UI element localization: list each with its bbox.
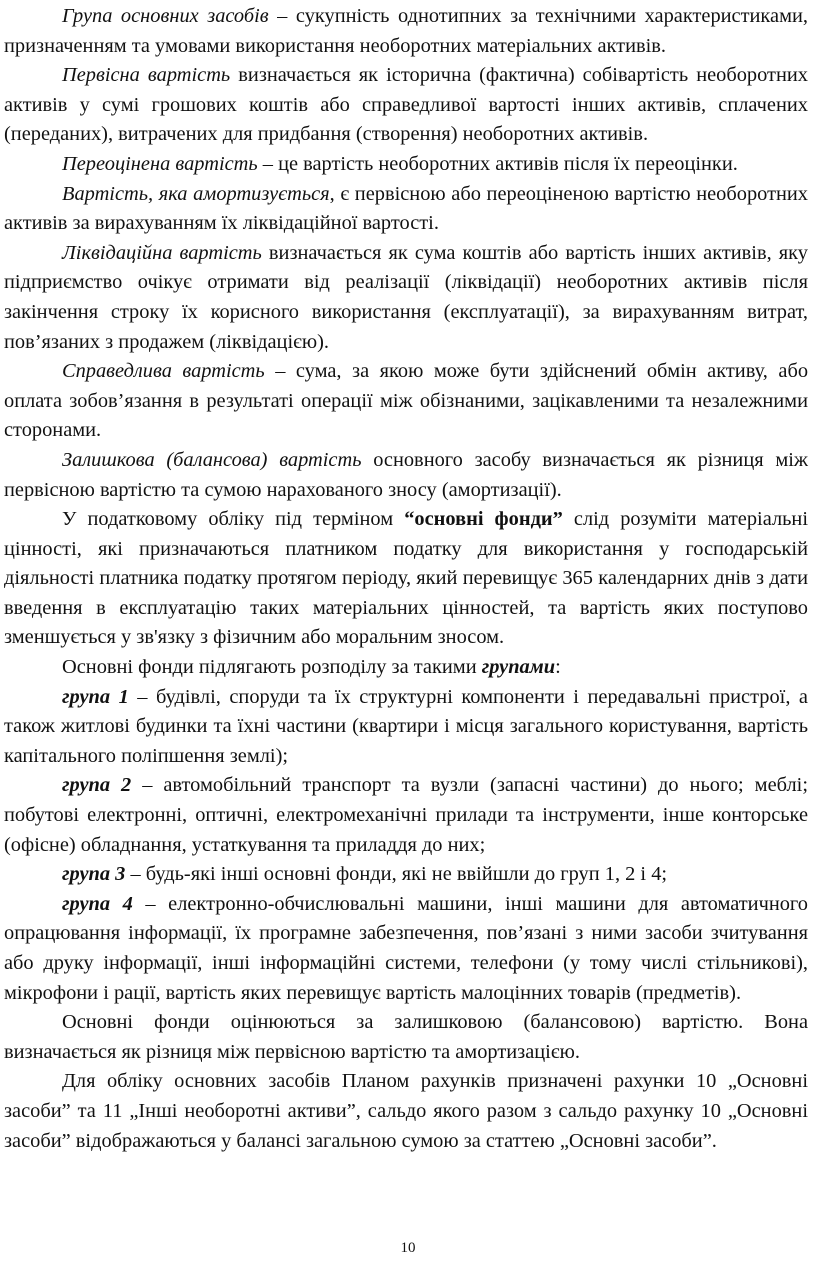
definition-revalued-cost bbox=[4, 150, 808, 180]
definition-text: , є первісною або переоціненою вартістю необоротних активів за вирахуванням їх ліквідаційної вартості. bbox=[4, 182, 808, 235]
definition-text: основного засобу визначається як різниця між первісною вартістю та сумою нарахованого зносу (амортизації). bbox=[4, 448, 808, 501]
group-text: – автомобільний транспорт та вузли (запасні частини) до нього; меблі; побутові електронні, оптичні, електромеханічні прилади та інструменти, інше конторське (офісне) обладнання, устаткування та приладдя до них; bbox=[4, 774, 808, 856]
definition-text: – сума, за якою може бути здійснений обмін активу, або оплата зобов’язання в результаті операції між обізнаними, зацікавленими та незалежними сторонами. bbox=[4, 360, 809, 442]
term: Первісна вартість bbox=[62, 64, 231, 87]
definition-liquidation-value bbox=[4, 239, 808, 357]
definition-fair-value bbox=[4, 357, 808, 446]
group-item bbox=[4, 860, 808, 890]
paragraph-text: Основні фонди підлягають розподілу за такими bbox=[62, 656, 482, 679]
group-item bbox=[4, 890, 808, 1008]
group-text: – будівлі, споруди та їх структурні компоненти і передавальні пристрої, а також житлові будинки та їхні частини (квартири і місця загального користування, вартість капітального поліпшення землі); bbox=[4, 685, 808, 767]
definition-initial-cost bbox=[4, 61, 808, 150]
term: Ліквідаційна вартість bbox=[62, 241, 262, 264]
paragraph-text: слід розуміти матеріальні цінності, які призначаються платником податку для використання у господарській діяльності платника податку протягом періоду, який перевищує 365 календарних днів з дати введення в експлуатацію таких матеріальних цінностей, та вартість яких поступово зменшується у зв'язку з фізичним або моральним зносом. bbox=[4, 508, 808, 649]
groups-intro-paragraph bbox=[4, 653, 808, 683]
term: Група основних засобів bbox=[62, 5, 269, 27]
group-label: група 2 bbox=[62, 774, 132, 797]
bold-term: “основні фонди” bbox=[404, 508, 563, 531]
page-number: 10 bbox=[400, 1240, 416, 1256]
definition-text: – сукупність однотипних за технічними характеристиками, призначенням та умовами використання необоротних матеріальних активів. bbox=[4, 5, 808, 57]
term: Переоцінена вартість bbox=[62, 152, 258, 175]
definition-group-of-fixed-assets bbox=[4, 2, 808, 61]
definition-text: – це вартість необоротних активів після їх переоцінки. bbox=[257, 152, 738, 175]
term: Залишкова (балансова) вартість bbox=[62, 448, 362, 471]
term: Справедлива вартість bbox=[62, 360, 265, 383]
term: Вартість, яка амортизується bbox=[62, 182, 330, 205]
paragraph-text: У податковому обліку під терміном bbox=[62, 508, 405, 531]
bold-italic-term: групами bbox=[481, 656, 556, 679]
accounts-paragraph: Для обліку основних засобів Планом рахунків призначені рахунки 10 „Основні засоби” та 11 „Інші необоротні активи”, сальдо якого разом з сальдо рахунку 10 „Основні засоби” відображаються у балансі загальною сумою за статтею „Основні засоби”. bbox=[4, 1070, 808, 1152]
group-item bbox=[4, 683, 808, 772]
definition-text: визначається як історична (фактична) собівартість необоротних активів у сумі грошових коштів або справедливої вартості інших активів, сплачених (переданих), витрачених для придбання (створення) необоротних активів. bbox=[4, 64, 808, 146]
group-text: – електронно-обчислювальні машини, інші машини для автоматичного опрацювання інформації, їх програмне забезпечення, пов’язані з ними засоби зчитування або друку інформації, інші інформаційні системи, телефони (у тому числі стільникові), мікрофони і рації, вартість яких перевищує вартість малоцінних товарів (предметів). bbox=[4, 892, 808, 1004]
group-text: – будь-які інші основні фонди, які не ввійшли до груп 1, 2 і 4; bbox=[125, 863, 668, 886]
group-label: група 1 bbox=[62, 685, 129, 708]
valuation-paragraph: Основні фонди оцінюються за залишковою (балансовою) вартістю. Вона визначається як різниця між первісною вартістю та амортизацією. bbox=[4, 1011, 808, 1063]
definition-text: визначається як сума коштів або вартість інших активів, яку підприємство очікує отримати від реалізації (ліквідації) необоротних активів після закінчення строку їх корисного використання (експлуатації), за вирахуванням витрат, пов’язаних з продажем (ліквідацією). bbox=[4, 241, 808, 353]
definition-residual-value bbox=[4, 446, 808, 505]
group-item bbox=[4, 771, 808, 860]
paragraph-text: : bbox=[555, 656, 561, 679]
tax-accounting-paragraph bbox=[4, 505, 808, 653]
definition-depreciable-amount bbox=[4, 180, 808, 239]
group-label: група 3 bbox=[62, 863, 126, 886]
group-label: група 4 bbox=[62, 892, 133, 915]
